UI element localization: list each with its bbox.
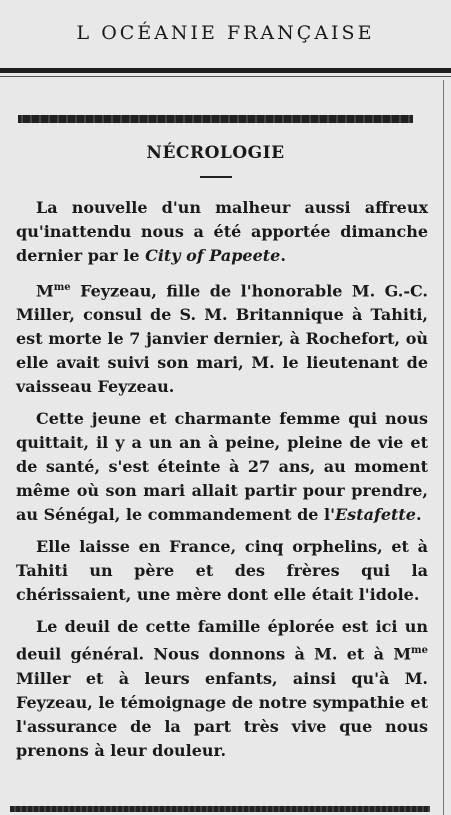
header-rule-thin bbox=[0, 76, 451, 77]
column-divider bbox=[443, 80, 444, 815]
p5-text: Le deuil de cette famille éplorée est ici un deuil général. Nous donnons à M. et à M bbox=[16, 617, 428, 664]
article-bottom-rule bbox=[10, 806, 430, 812]
paragraph-2 bbox=[16, 276, 428, 399]
article-body bbox=[16, 196, 428, 771]
ship-name-2: Estafette bbox=[334, 505, 416, 525]
paragraph-5 bbox=[16, 615, 428, 762]
paragraph-4: Elle laisse en France, cinq orphelins, et à Tahiti un père et des frères qui la chérissaient, une mère dont elle était l'idole. bbox=[16, 537, 428, 605]
article-title: NÉCROLOGIE bbox=[146, 143, 285, 163]
header-rule-thick bbox=[0, 68, 451, 73]
title-underline bbox=[200, 176, 232, 178]
p3-end: . bbox=[415, 505, 422, 525]
p1-end: . bbox=[280, 246, 286, 265]
article-top-rule bbox=[18, 115, 413, 123]
p1-text: La nouvelle d'un malheur aussi affreux qu'inattendu nous a été apportée dimanche dernier par le bbox=[16, 198, 428, 265]
paragraph-1 bbox=[16, 196, 428, 268]
p3-text: Cette jeune et charmante femme qui nous quittait, il y a un an à peine, pleine de vie et de santé, s'est éteinte à 27 ans, au moment même où son mari allait partir pour prendre, au Sénégal, le commandement de l' bbox=[16, 409, 428, 525]
page-header bbox=[0, 0, 451, 68]
ship-name: City of Papeete bbox=[145, 246, 281, 265]
paragraph-3 bbox=[16, 407, 428, 527]
p2-superscript: me bbox=[53, 282, 71, 293]
p2-m: M bbox=[36, 281, 54, 301]
masthead-title: L OCÉANIE FRANÇAISE bbox=[76, 22, 375, 44]
p5-superscript: me bbox=[411, 645, 428, 657]
p2-text: Feyzeau, fille de l'honorable M. G.-C. Miller, consul de S. M. Britannique à Tahiti, est morte le 7 janvier dernier, à Rochefort, où elle avait suivi son mari, M. le lieutenant de vaisseau Feyzeau. bbox=[16, 281, 428, 397]
p5-end: Miller et à leurs enfants, ainsi qu'à M. Feyzeau, le témoignage de notre sympathie et l'assurance de la part très vive que nous prenons à leur douleur. bbox=[16, 668, 428, 760]
